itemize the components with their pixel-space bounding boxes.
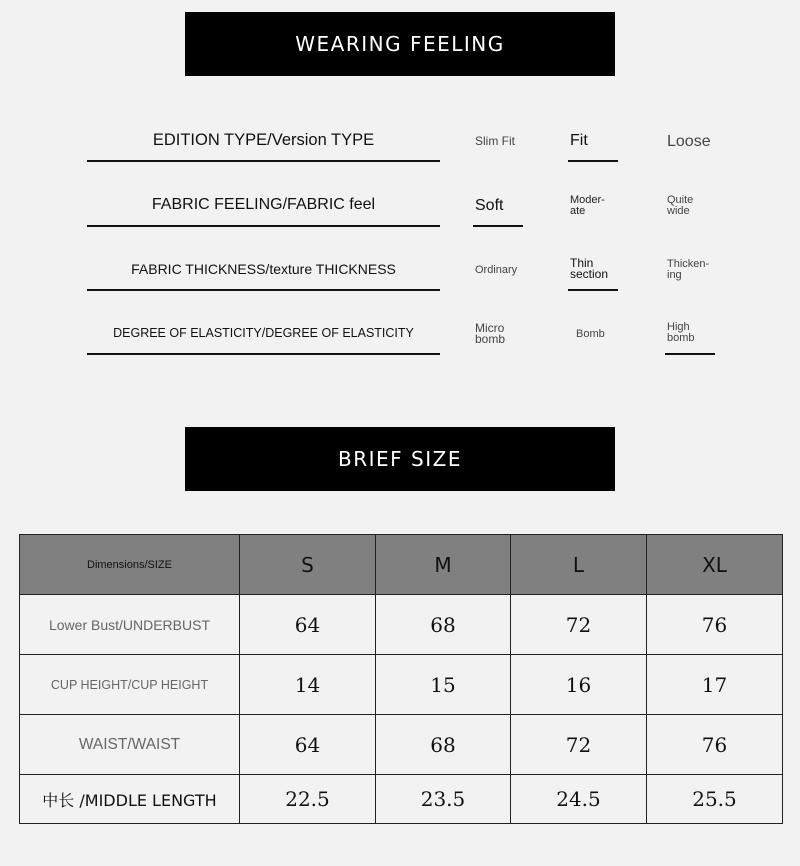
wearing-feeling-banner (185, 12, 615, 76)
feel-row-fabric-thickness (0, 249, 800, 309)
option-slim-fit: Slim Fit (475, 133, 515, 148)
size-table-header (20, 535, 783, 595)
option-moderate: Moder- ate (570, 194, 605, 217)
table-cell: 23.5 (376, 775, 511, 824)
feel-row-fabric-feeling (0, 185, 800, 245)
option-bomb: Bomb (576, 327, 605, 340)
table-cell: 17 (647, 655, 783, 715)
table-cell: 16 (511, 655, 647, 715)
table-row (20, 595, 783, 655)
table-cell: 22.5 (240, 775, 376, 824)
feel-row-edition-type (0, 120, 800, 180)
feel-row-elasticity (0, 313, 800, 373)
table-cell: 72 (511, 595, 647, 655)
table-cell: 68 (376, 595, 511, 655)
row-label: WAIST/WAIST (20, 715, 240, 775)
option-high-bomb: High bomb (665, 313, 715, 355)
feel-row-label: EDITION TYPE/Version TYPE (87, 120, 440, 162)
option-fit: Fit (568, 120, 618, 162)
option-ordinary: Ordinary (475, 263, 518, 276)
option-soft: Soft (473, 185, 523, 227)
option-thickening: Thicken- ing (667, 258, 710, 281)
table-cell: 68 (376, 715, 511, 775)
table-cell: 24.5 (511, 775, 647, 824)
feel-row-label: FABRIC THICKNESS/texture THICKNESS (87, 249, 440, 291)
table-cell: 64 (240, 595, 376, 655)
brief-size-title: BRIEF SIZE (338, 447, 462, 471)
table-cell: 15 (376, 655, 511, 715)
wearing-feeling-title: WEARING FEELING (295, 32, 505, 56)
table-row (20, 775, 783, 824)
table-row (20, 715, 783, 775)
table-cell: 76 (647, 595, 783, 655)
header-size-xl: XL (647, 535, 783, 595)
option-micro-bomb: Micro bomb (475, 321, 506, 346)
header-size-m: M (376, 535, 511, 595)
table-cell: 14 (240, 655, 376, 715)
row-label: CUP HEIGHT/CUP HEIGHT (20, 655, 240, 715)
header-size-s: S (240, 535, 376, 595)
table-cell: 25.5 (647, 775, 783, 824)
table-cell: 76 (647, 715, 783, 775)
table-cell: 72 (511, 715, 647, 775)
row-label: 中长 /MIDDLE LENGTH (20, 775, 240, 824)
table-row (20, 655, 783, 715)
header-size-l: L (511, 535, 647, 595)
row-label: Lower Bust/UNDERBUST (20, 595, 240, 655)
feel-row-label: DEGREE OF ELASTICITY/DEGREE OF ELASTICITY (87, 313, 440, 355)
option-loose: Loose (667, 132, 711, 150)
option-quite-wide: Quite wide (667, 194, 694, 217)
size-table (19, 534, 783, 824)
option-thin-section: Thin section (568, 249, 618, 291)
table-cell: 64 (240, 715, 376, 775)
feel-row-label: FABRIC FEELING/FABRIC feel (87, 185, 440, 227)
header-dimensions: Dimensions/SIZE (20, 535, 240, 595)
brief-size-banner (185, 427, 615, 491)
